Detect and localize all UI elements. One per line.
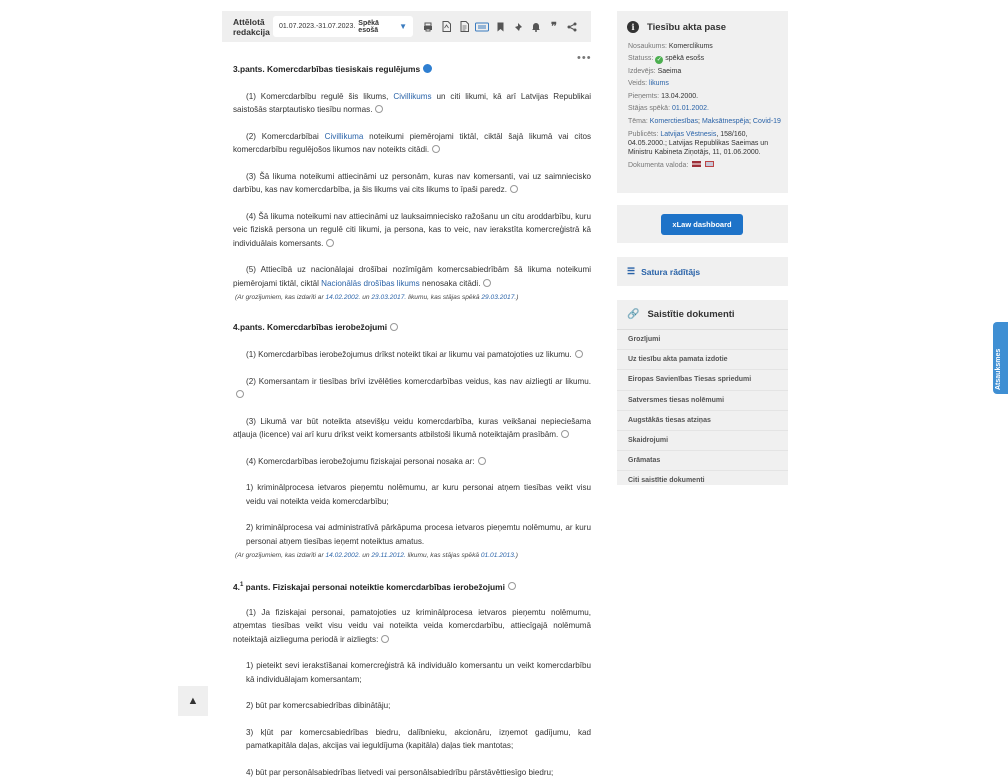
paragraph-link-icon[interactable] [510, 185, 518, 193]
article-4-paragraph-4: (4) Komercdarbības ierobežojumu fiziskajai personai nosaka ar: [233, 455, 591, 469]
related-item-supreme-court[interactable]: Augstākās tiesas atziņas [617, 411, 788, 431]
related-documents-title: 🔗 Saistītie dokumenti [617, 300, 788, 330]
quote-icon[interactable]: ❞ [551, 21, 557, 33]
article-4-1-item-3: 3) kļūt par komercsabiedrības biedru, dalībnieku, akcionāru, izņemot gadījumu, kad pamatkapitāla daļas, akcijas vai ieguldījuma (kapitāla) daļas tiek mantotas; [246, 727, 591, 751]
article-4-paragraph-2: (2) Komersantam ir tiesības brīvi izvēlēties komercdarbības veidus, kas nav aizliegti ar likumu. [233, 375, 591, 402]
article-3-paragraph-2: (2) Komercdarbībai Civillikuma noteikumi piemērojami tiktāl, ciktāl šajā likumā vai citos komercdarbību regulējošos likumos nav noteikts citādi. [233, 131, 592, 154]
related-item-amendments[interactable]: Grozījumi [617, 330, 788, 350]
article-4-1-paragraph-1: (1) Ja fiziskajai personai, pamatojoties uz kriminālprocesa ietvaros pieņemtu nolēmumu, atņemtas tiesības veikt visu veidu vai noteikta veida komercdarbību, attiecīgajā nolēmumā noteiktajā aizlieguma periodā ir aizliegts: [233, 607, 591, 644]
passport-language-row: Dokumenta valoda: [628, 160, 788, 172]
passport-status-row: Statuss: ✓ spēkā esošs [628, 55, 705, 64]
bookmark-icon[interactable] [491, 18, 509, 36]
related-item-constitutional-court[interactable]: Satversmes tiesas nolēmumi [617, 391, 788, 411]
more-options-icon[interactable]: ••• [577, 52, 592, 64]
article-link-icon[interactable] [508, 582, 516, 590]
english-flag-icon[interactable] [705, 161, 714, 167]
act-passport-panel [617, 11, 788, 193]
article-3-paragraph-1: (1) Komercdarbību regulē šis likums, Civillikums un citi likumi, kā arī Latvijas Republikai saistošās starptautisko tiesību normas. [233, 91, 592, 114]
print-icon[interactable] [419, 18, 437, 36]
amendment-link[interactable]: 29.11.2012. [371, 552, 406, 559]
version-toolbar [222, 11, 591, 42]
publication-link[interactable]: Latvijas Vēstnesis [660, 131, 717, 139]
topic-link[interactable]: Komerctiesības [649, 118, 699, 126]
info-icon: i [627, 21, 639, 33]
passport-adopted-row: Pieņemts: 13.04.2000. [628, 92, 699, 100]
law-text [233, 60, 591, 779]
version-select[interactable] [273, 16, 413, 37]
version-range: 01.07.2023.-31.07.2023. [279, 23, 356, 30]
related-documents-panel [617, 300, 788, 485]
doc-icon[interactable] [455, 18, 473, 36]
topic-link[interactable]: Maksātnespēja [701, 118, 750, 126]
related-item-issued[interactable]: Uz tiesību akta pamata izdotie [617, 350, 788, 370]
share-icon[interactable] [563, 18, 581, 36]
amendment-link[interactable]: 01.01.2013. [480, 552, 516, 559]
passport-name-row: Nosaukums: Komerclikums [628, 43, 713, 50]
paragraph-link-icon[interactable] [432, 145, 440, 153]
feedback-tab[interactable]: Atsauksmes [993, 322, 1008, 394]
article-4-paragraph-1: (1) Komercdarbības ierobežojumus drīkst noteikt tikai ar likumu vai pamatojoties uz likumu. [233, 348, 591, 362]
compare-icon[interactable] [473, 18, 491, 36]
table-of-contents-link[interactable]: ☰ Satura rādītājs [617, 257, 788, 286]
passport-effective-row: Stājas spēkā: 01.01.2002. [628, 105, 709, 113]
article-4-1-item-1: 1) pieteikt sevi ierakstīšanai komercreģistrā kā individuālo komersantu un veikt komercdarbību kā individuālajam komersantam; [246, 661, 591, 684]
type-link[interactable]: likums [649, 80, 669, 88]
article-4-item-1: 1) kriminālprocesa ietvaros pieņemtu nolēmumu, ar kuru personai atņem tiesības veikt visu veidu vai noteikta veida komercdarbību; [246, 483, 591, 506]
pin-icon[interactable] [509, 18, 527, 36]
version-status: Spēkā esošā [358, 19, 379, 34]
paragraph-link-icon[interactable] [561, 430, 569, 438]
chevron-down-icon: ▼ [399, 22, 407, 31]
effective-date-link[interactable]: 01.01.2002. [671, 105, 709, 113]
civillikuma-link[interactable]: Civillikuma [324, 131, 364, 141]
article-4-amendments: (Ar grozījumiem, kas izdarīti ar 14.02.2002. un 29.11.2012. likumu, kas stājas spēkā 01.01.2013.) [235, 552, 518, 559]
article-3-heading: 3.pants. Komercdarbības tiesiskais regulējums [233, 63, 591, 77]
passport-published-row: Publicēts: Latvijas Vēstnesis, 158/160, 04.05.2000.; Latvijas Republikas Saeimas un Ministru Kabineta Ziņotājs, 11, 01.06.2000. [628, 131, 769, 157]
article-3-paragraph-3: (3) Šā likuma noteikumi attiecināmi uz personām, kuras nav komersanti, vai uz saimnieciskо darbību, kas nav komercdarbība, ja šis likums vai cits likums to īpaši paredz. [233, 171, 591, 194]
civillikums-link[interactable]: Civillikums [393, 91, 432, 101]
amendment-link[interactable]: 29.03.2017. [481, 294, 517, 301]
passport-topic-row: Tēma: Komerctiesības; Maksātnespēja; Covid-19 [628, 118, 781, 126]
passport-type-row: Veids: likums [628, 80, 669, 88]
version-label: Attēlotā redakcija [233, 16, 270, 37]
related-item-eu-court[interactable]: Eiropas Savienības Tiesas spriedumi [617, 370, 788, 390]
article-3-paragraph-4: (4) Šā likuma noteikumi nav attiecināmi uz lauksaimnieciskо ražošanu un citu aroddarbību, kuru veic fiziskā persona un regulē citi likumi, ja persona, kas to veic, nav ierakstīta komercreģistrā kā individuālais komersants. [233, 211, 591, 248]
arrow-up-icon: ▲ [187, 695, 199, 707]
amendment-link[interactable]: 23.03.2017. [371, 294, 407, 301]
paragraph-link-icon[interactable] [375, 105, 383, 113]
article-4-1-heading: 4.$^1$ pants. Fiziskajai personai noteiktie komercdarbības ierobežojumi [233, 579, 591, 594]
check-icon: ✓ [656, 57, 662, 64]
latvian-flag-icon[interactable] [692, 161, 701, 167]
paragraph-link-icon[interactable] [575, 350, 583, 358]
amendment-link[interactable]: 14.02.2002. [325, 552, 361, 559]
paragraph-link-icon[interactable] [478, 457, 486, 465]
paragraph-link-icon[interactable] [326, 239, 334, 247]
article-4-paragraph-3: (3) Likumā var būt noteikta atsevišķu veidu komercdarbība, kuras veikšanai nepieciešama atļauja (licence) vai arī kuru drīkst veikt komersants atbilstoši likumā noteiktajām prasībām. [233, 416, 591, 439]
article-4-1-item-2: 2) būt par komercsabiedrības dibinātāju; [246, 701, 391, 711]
pdf-icon[interactable] [437, 18, 455, 36]
scroll-to-top-button[interactable] [178, 686, 208, 716]
nacionalas-drosibas-likums-link[interactable]: Nacionālās drošības likums [321, 278, 420, 288]
related-item-books[interactable]: Grāmatas [617, 451, 788, 471]
article-3-paragraph-5: (5) Attiecībā uz nacionālajai drošībai nozīmīgām komercsabiedrībām šā likuma noteikumi piemērojami tiktāl, ciktāl Nacionālās drošības likums nenosaka citādi. [233, 265, 591, 288]
article-3-amendments: (Ar grozījumiem, kas izdarīti ar 14.02.2002. un 23.03.2017. likumu, kas stājas spēkā 29.03.2017.) [235, 294, 519, 301]
link-icon: 🔗 [627, 309, 640, 320]
article-link-icon[interactable] [423, 64, 432, 73]
article-4-heading: 4.pants. Komercdarbības ierobežojumi [233, 321, 591, 335]
list-icon: ☰ [627, 266, 636, 276]
article-4-1-item-4: 4) būt par personālsabiedrības lietvedi vai personālsabiedrību pārstāvēttiesīgo biedru; [246, 767, 554, 777]
xlaw-panel [617, 205, 788, 243]
amendment-link[interactable]: 14.02.2002. [325, 294, 361, 301]
article-link-icon[interactable] [390, 323, 398, 331]
paragraph-link-icon[interactable] [483, 279, 491, 287]
related-item-explanations[interactable]: Skaidrojumi [617, 431, 788, 451]
related-item-other[interactable]: Citi saistītie dokumenti [628, 477, 705, 485]
bell-icon[interactable] [527, 18, 545, 36]
act-passport-title: i Tiesību akta pase [617, 11, 788, 33]
paragraph-link-icon[interactable] [381, 635, 389, 643]
passport-issuer-row: Izdevējs: Saeima [628, 67, 682, 75]
xlaw-dashboard-button[interactable]: xLaw dashboard [661, 214, 743, 235]
topic-link[interactable]: Covid-19 [752, 118, 781, 126]
article-4-item-2: 2) kriminālprocesa vai administratīvā pārkāpuma procesa ietvaros pieņemtu nolēmumu, ar kuru personai atņem tiesības ieņemt noteiktus amatus. [246, 523, 591, 546]
paragraph-link-icon[interactable] [236, 390, 244, 398]
